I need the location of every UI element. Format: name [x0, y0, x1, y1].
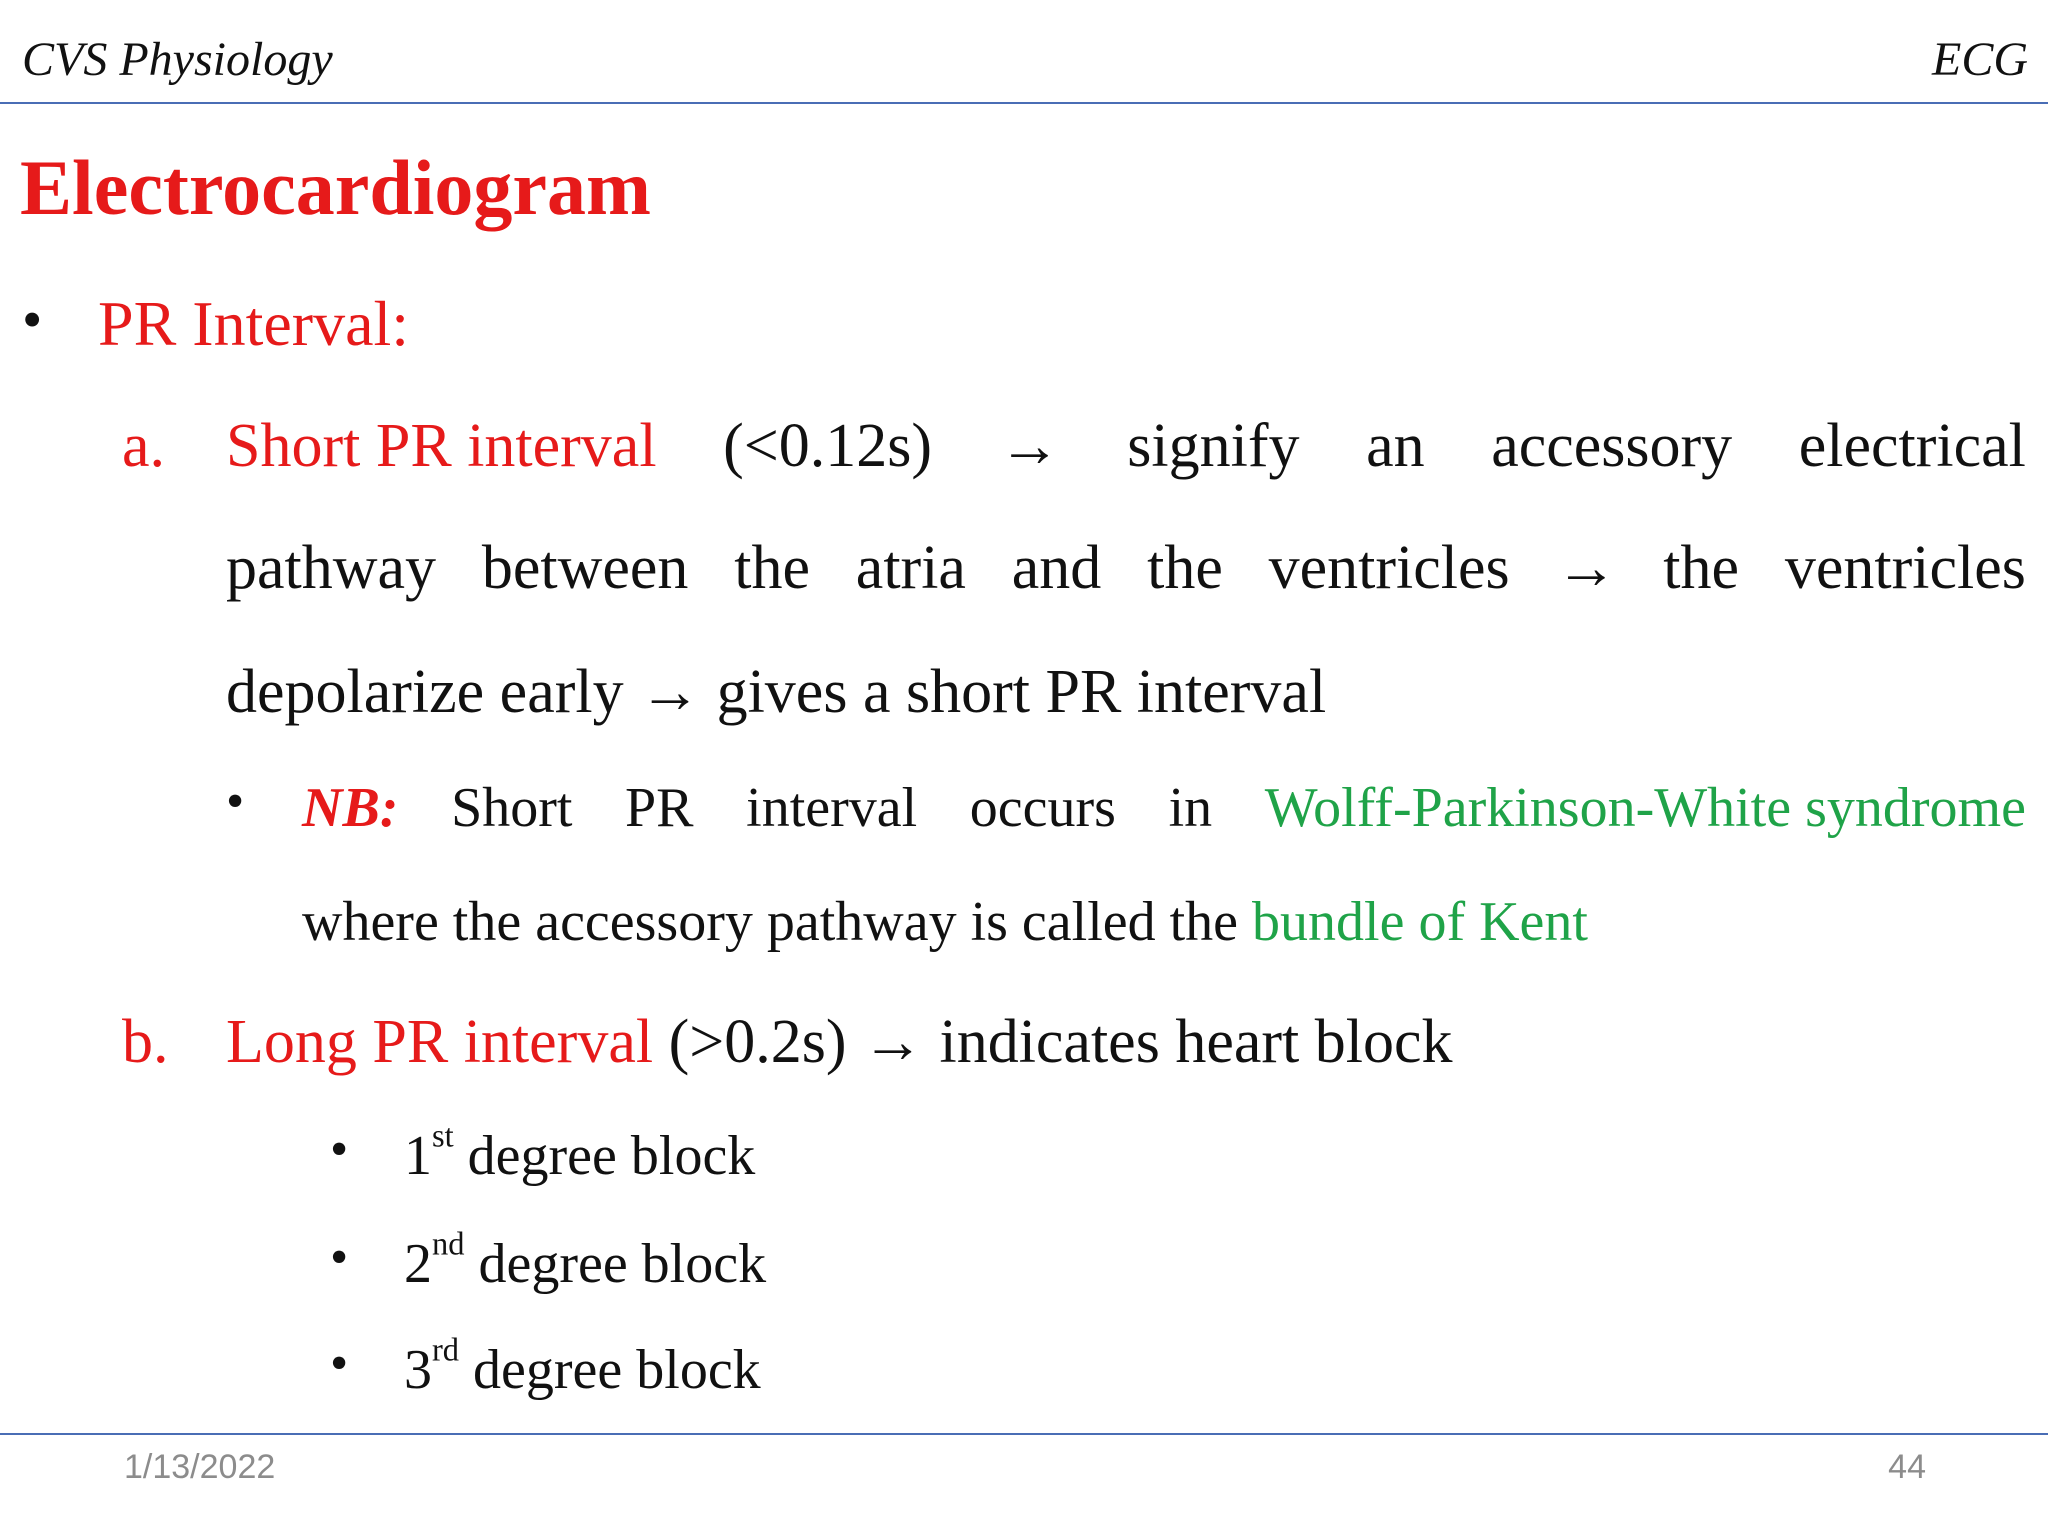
word: occurs [969, 777, 1116, 839]
word: ventricles [1268, 534, 1510, 602]
degree-number: 1 [404, 1125, 432, 1187]
bundle-name: bundle of Kent [1252, 891, 1588, 953]
item-b-label: Long PR interval [226, 1008, 654, 1076]
footer-divider [0, 1433, 2048, 1435]
section-heading: PR Interval: [98, 288, 410, 359]
list-item [404, 1334, 761, 1406]
note-bullet-dot: • [226, 773, 245, 830]
degree-text: degree block [473, 1339, 761, 1401]
page-number: 44 [1888, 1448, 1926, 1486]
item-b-text: (>0.2s) → indicates heart block [668, 1008, 1453, 1076]
item-a-label: Short PR interval [226, 412, 657, 480]
word: the [734, 534, 810, 602]
word: accessory [1491, 412, 1733, 480]
header-divider [0, 102, 2048, 104]
slide-title: Electrocardiogram [20, 144, 652, 231]
word: electrical [1798, 412, 2026, 480]
item-b-marker: b. [122, 1008, 169, 1076]
word: PR [625, 777, 694, 839]
sub-bullet-dot: • [330, 1335, 349, 1392]
note-line-1 [302, 772, 2026, 844]
note-text: where the accessory pathway is called the [302, 891, 1239, 953]
degree-text: degree block [467, 1125, 756, 1187]
word: interval [746, 777, 918, 839]
degree-number: 2 [404, 1233, 432, 1295]
list-item [404, 1228, 766, 1300]
list-item [404, 1120, 755, 1192]
sub-bullet-dot: • [330, 1229, 349, 1286]
word: signify [1127, 412, 1300, 480]
degree-suffix: nd [432, 1226, 465, 1263]
arrow: → [1555, 534, 1618, 602]
degree-suffix: st [432, 1118, 454, 1155]
word: pathway [226, 534, 437, 602]
item-a-line-1 [226, 406, 2026, 486]
note-label: NB: [302, 777, 399, 839]
word: atria [855, 534, 966, 602]
word: and [1011, 534, 1102, 602]
bullet-dot: • [22, 287, 43, 352]
item-b-line [226, 1002, 1452, 1082]
item-a-line-2 [226, 528, 2026, 608]
degree-suffix: rd [432, 1332, 460, 1369]
syndrome-name: Wolff-Parkinson-White syndrome [1264, 777, 2026, 839]
note-line-2 [302, 886, 1588, 958]
word: ventricles [1784, 534, 2026, 602]
arrow: → [998, 412, 1061, 480]
word: the [1663, 534, 1740, 602]
word: the [1147, 534, 1223, 602]
item-a-range: (<0.12s) [723, 412, 933, 480]
item-a-marker: a. [122, 412, 166, 480]
word: between [481, 534, 689, 602]
degree-number: 3 [404, 1339, 432, 1401]
header-course-title: CVS Physiology [22, 33, 333, 86]
degree-text: degree block [478, 1233, 767, 1295]
item-a-line-3: depolarize early → gives a short PR interval [226, 658, 1327, 726]
header-topic: ECG [1932, 33, 2028, 86]
sub-bullet-dot: • [330, 1121, 349, 1178]
footer-date: 1/13/2022 [124, 1448, 276, 1486]
word: in [1168, 777, 1213, 839]
word: an [1366, 412, 1425, 480]
word: Short [451, 777, 573, 839]
